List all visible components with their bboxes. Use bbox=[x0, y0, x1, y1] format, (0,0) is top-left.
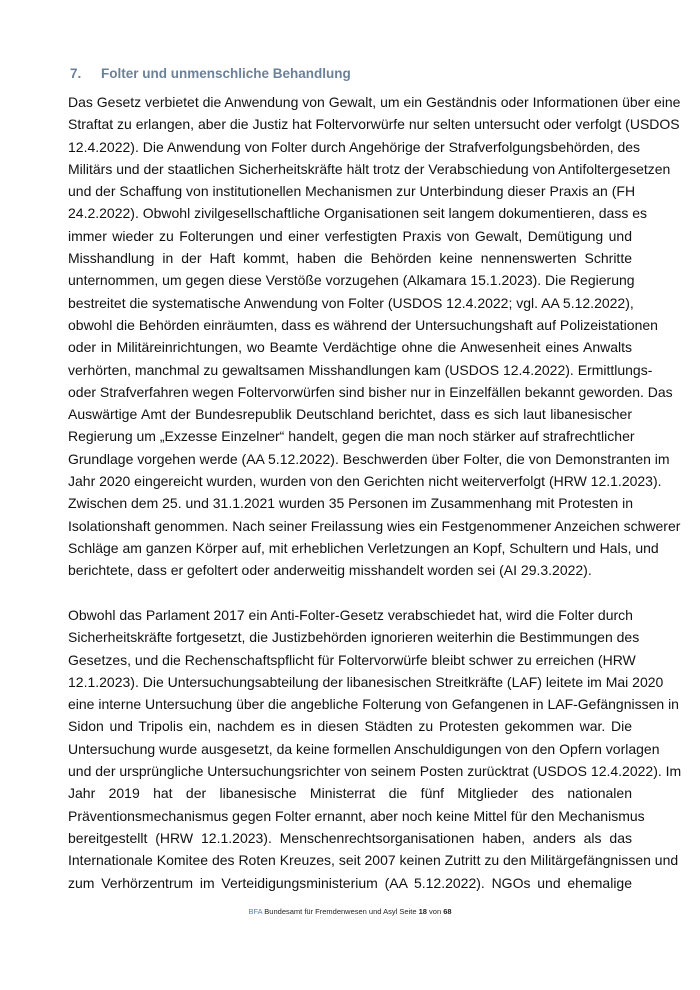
text-line: Jahr 2020 eingereicht wurden, wurden von den Gerichten nicht weiterverfolgt (HRW 12.1.2023). bbox=[68, 473, 662, 490]
text-line: Misshandlung in der Haft kommt, haben die Behörden keine nennenswerten Schritte bbox=[68, 250, 632, 267]
page-footer bbox=[0, 907, 700, 916]
text-line: Jahr 2019 hat der libanesische Ministerrat die fünf Mitglieder des nationalen bbox=[68, 785, 632, 802]
footer-page-label: Seite bbox=[399, 907, 417, 916]
text-line: Auswärtige Amt der Bundesrepublik Deutschland berichtet, dass es sich laut libanesischer bbox=[68, 406, 632, 423]
text-line: Obwohl das Parlament 2017 ein Anti-Folter-Gesetz verabschiedet hat, wird die Folter durch bbox=[68, 607, 633, 623]
footer-org: Bundesamt für Fremdenwesen und Asyl bbox=[264, 907, 398, 916]
text-line: Militärs und der staatlichen Sicherheitskräfte hält trotz der Verabschiedung von Antifoltergesetzen bbox=[68, 160, 671, 177]
text-line: berichtete, dass er gefoltert oder anderweitig misshandelt worden sei (AI 29.3.2022). bbox=[68, 562, 592, 579]
text-line: Schläge am ganzen Körper auf, mit erheblichen Verletzungen an Kopf, Schultern und Hals, und bbox=[68, 539, 659, 556]
text-line: 12.1.2023). Die Untersuchungsabteilung der libanesischen Streitkräfte (LAF) leitete im Mai 2020 bbox=[68, 673, 664, 690]
paragraph-2 bbox=[68, 604, 682, 894]
text-line: Präventionsmechanismus gegen Folter ernannt, aber noch keine Mittel für den Mechanismus bbox=[68, 807, 645, 824]
bfa-logo-text: BFA bbox=[248, 907, 263, 916]
text-line: obwohl die Behörden einräumten, dass es während der Untersuchungshaft auf Polizeistationen bbox=[68, 316, 658, 333]
text-line: verhörten, manchmal zu gewaltsamen Misshandlungen kam (USDOS 12.4.2022). Ermittlungs- bbox=[68, 361, 653, 378]
text-line: bereitgestellt (HRW 12.1.2023). Menschenrechtsorganisationen haben, anders als das bbox=[68, 829, 632, 846]
text-line: Sicherheitskräfte fortgesetzt, die Justizbehörden ignorieren weiterhin die Bestimmungen des bbox=[68, 629, 640, 646]
footer-page-total: 68 bbox=[443, 907, 452, 916]
text-line: Untersuchung wurde ausgesetzt, da keine formellen Anschuldigungen von den Opfern vorlagen bbox=[68, 740, 660, 757]
text-line: Sidon und Tripolis ein, nachdem es in diesen Städten zu Protesten gekommen war. Die bbox=[68, 718, 632, 735]
text-line: bestreitet die systematische Anwendung von Folter (USDOS 12.4.2022; vgl. AA 5.12.2022), bbox=[68, 294, 634, 311]
text-line: und der Schaffung von institutionellen Mechanismen zur Unterbindung dieser Praxis an (FH bbox=[68, 183, 636, 200]
footer-of-label: von bbox=[429, 907, 442, 916]
text-line: 12.4.2022). Die Anwendung von Folter durch Angehörige der Strafverfolgungsbehörden, des bbox=[68, 138, 641, 155]
text-line: Isolationshaft genommen. Nach seiner Freilassung wies ein Festgenommener Anzeichen schwerer bbox=[68, 517, 681, 534]
text-line: Grundlage vorgehen werde (AA 5.12.2022). Beschwerden über Folter, die von Demonstranten im bbox=[68, 450, 670, 467]
text-line: Zwischen dem 25. und 31.1.2021 wurden 35 Personen im Zusammenhang mit Protesten in bbox=[68, 495, 633, 512]
section-number: 7. bbox=[70, 66, 82, 81]
text-line: Straftat zu erlangen, aber die Justiz hat Foltervorwürfe nur selten untersucht oder verfolgt (USDOS bbox=[68, 116, 680, 133]
text-line: Das Gesetz verbietet die Anwendung von Gewalt, um ein Geständnis oder Informationen über eine bbox=[68, 94, 681, 110]
text-line: Gesetzes, und die Rechenschaftspflicht für Foltervorwürfe bleibt schwer zu erreichen (HRW bbox=[68, 651, 636, 668]
text-line: Internationale Komitee des Roten Kreuzes, seit 2007 keinen Zutritt zu den Militärgefängnissen und bbox=[68, 852, 679, 869]
section-title: Folter und unmenschliche Behandlung bbox=[101, 66, 351, 81]
text-line: unternommen, um gegen diese Verstöße vorzugehen (Alkamara 15.1.2023). Die Regierung bbox=[68, 272, 635, 289]
text-line: 24.2.2022). Obwohl zivilgesellschaftliche Organisationen seit langem dokumentieren, dass es bbox=[68, 205, 647, 222]
text-line: eine interne Untersuchung über die angebliche Folterung von Gefangenen in LAF-Gefängnissen in bbox=[68, 696, 679, 713]
paragraph-1 bbox=[68, 91, 681, 582]
text-line: zum Verhörzentrum im Verteidigungsministerium (AA 5.12.2022). NGOs und ehemalige bbox=[68, 874, 632, 891]
text-line: oder in Militäreinrichtungen, wo Beamte Verdächtige ohne die Anwesenheit eines Anwalts bbox=[68, 339, 632, 356]
text-line: immer wieder zu Folterungen und einer verfestigten Praxis von Gewalt, Demütigung und bbox=[68, 227, 632, 244]
footer-page-number: 18 bbox=[418, 907, 427, 916]
section-heading bbox=[70, 66, 351, 81]
text-line: und der ursprüngliche Untersuchungsrichter von seinem Posten zurücktrat (USDOS 12.4.2022). Im bbox=[68, 763, 682, 780]
text-line: oder Strafverfahren wegen Foltervorwürfen sind bisher nur in Einzelfällen bekannt geworden. Das bbox=[68, 383, 673, 400]
text-line: Regierung um „Exzesse Einzelner“ handelt, gegen die man noch stärker auf strafrechtlicher bbox=[68, 428, 635, 445]
